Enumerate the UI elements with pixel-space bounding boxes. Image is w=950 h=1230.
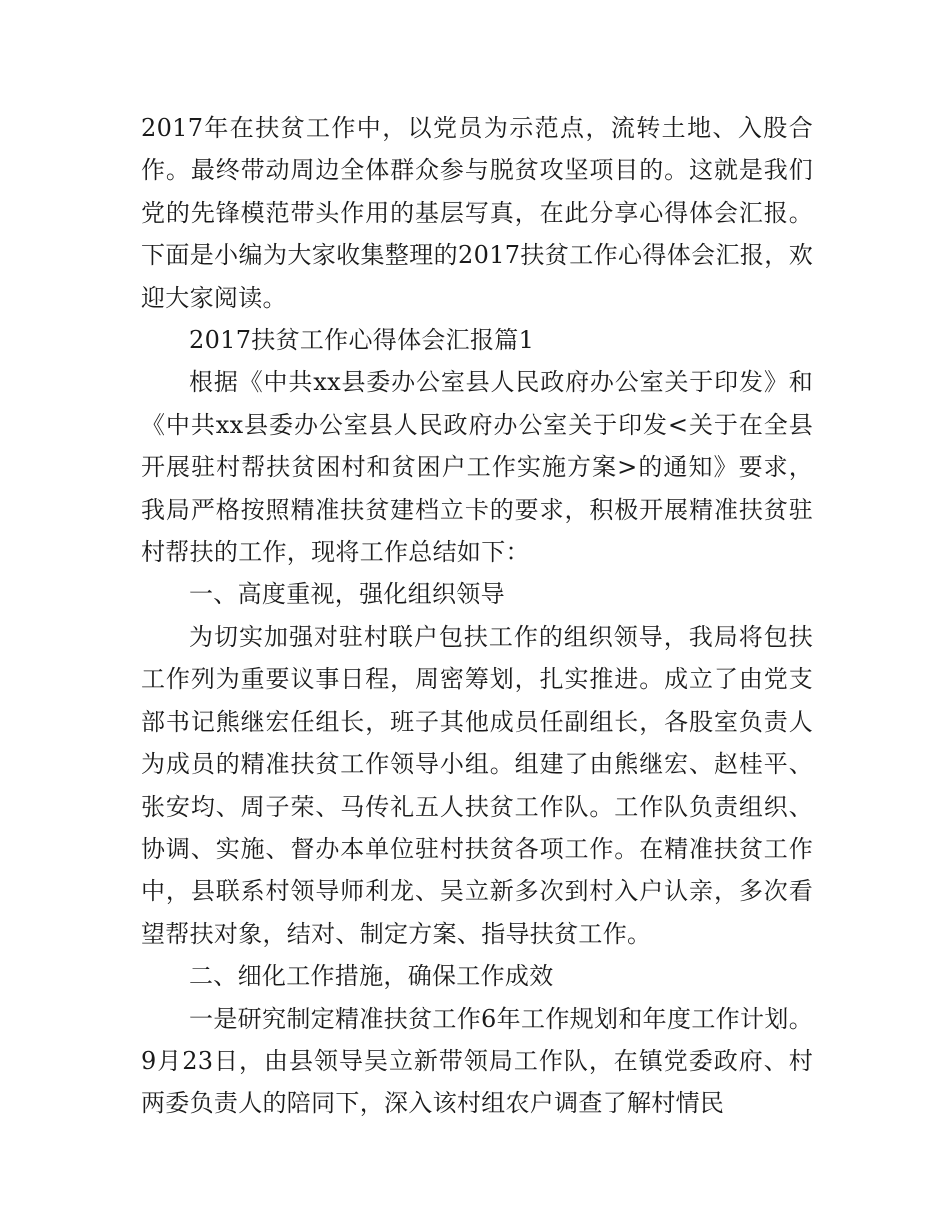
section-title: 2017扶贫工作心得体会汇报篇1: [189, 326, 535, 355]
measures-paragraph: 一是研究制定精准扶贫工作6年工作规划和年度工作计划。9月23日，由县领导吴立新带领局工作队，在镇党委政府、村两委负责人的陪同下，深入该村组农户调查了解村情民: [141, 1004, 813, 1118]
heading-organization: 一、高度重视，强化组织领导: [189, 580, 505, 609]
intro-paragraph: 2017年在扶贫工作中，以党员为示范点，流转土地、入股合作。最终带动周边全体群众参与脱贫攻坚项目的。这就是我们党的先锋模范带头作用的基层写真，在此分享心得体会汇报。下面是小编为大家收集整理的2017扶贫工作心得体会汇报，欢迎大家阅读。: [141, 114, 813, 312]
basis-paragraph: 根据《中共xx县委办公室县人民政府办公室关于印发》和《中共xx县委办公室县人民政府办公室关于印发<关于在全县开展驻村帮扶贫困村和贫困户工作实施方案>的通知》要求，我局严格按照精准扶贫建档立卡的要求，积极开展精准扶贫驻村帮扶的工作，现将工作总结如下：: [141, 368, 813, 567]
organization-paragraph: 为切实加强对驻村联户包扶工作的组织领导，我局将包扶工作列为重要议事日程，周密筹划，扎实推进。成立了由党支部书记熊继宏任组长，班子其他成员任副组长，各股室负责人为成员的精准扶贫工作领导小组。组建了由熊继宏、赵桂平、张安均、周子荣、马传礼五人扶贫工作队。工作队负责组织、协调、实施、督办本单位驻村扶贫各项工作。在精准扶贫工作中，县联系村领导师利龙、吴立新多次到村入户认亲，多次看望帮扶对象，结对、制定方案、指导扶贫工作。: [141, 622, 813, 948]
heading-measures: 二、细化工作措施，确保工作成效: [189, 962, 554, 991]
document-body: [141, 107, 813, 1125]
